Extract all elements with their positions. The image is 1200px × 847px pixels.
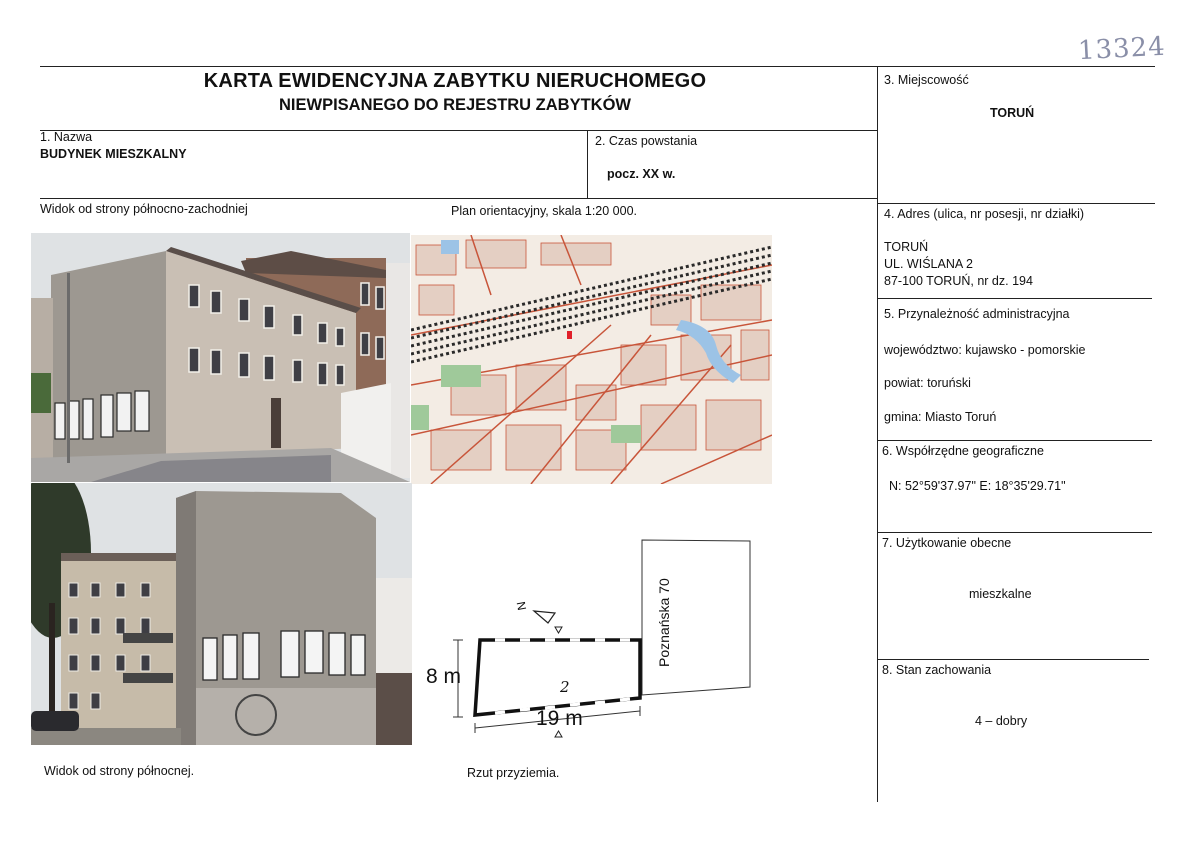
usage-label: 7. Użytkowanie obecne xyxy=(882,536,1012,550)
dim-width-label: 19 m xyxy=(536,707,583,730)
plan-caption: Rzut przyziemia. xyxy=(467,766,560,780)
page-subtitle: NIEWPISANEGO DO REJESTRU ZABYTKÓW xyxy=(278,96,632,114)
place-label: 3. Miejscowość xyxy=(884,73,969,87)
admin-county: powiat: toruński xyxy=(884,376,971,390)
map-caption: Plan orientacyjny, skala 1:20 000. xyxy=(451,204,637,218)
address-line-2: UL. WIŚLANA 2 xyxy=(884,257,973,271)
rule-before-coords xyxy=(877,440,1152,441)
neighbor-label: Poznańska 70 xyxy=(656,578,672,667)
coords-label: 6. Współrzędne geograficzne xyxy=(882,444,1044,458)
admin-label: 5. Przynależność administracyjna xyxy=(884,307,1070,321)
condition-label: 8. Stan zachowania xyxy=(882,663,992,677)
lot-number-label: 2 xyxy=(560,678,570,696)
right-col-divider xyxy=(877,66,878,802)
photo-n-caption: Widok od strony północnej. xyxy=(44,764,195,778)
page-title: KARTA EWIDENCYJNA ZABYTKU NIERUCHOMEGO xyxy=(203,70,707,92)
condition-value: 4 – dobry xyxy=(975,714,1028,728)
address-line-3: 87-100 TORUŃ, nr dz. 194 xyxy=(884,274,1033,288)
name-value: BUDYNEK MIESZKALNY xyxy=(40,147,187,161)
address-label: 4. Adres (ulica, nr posesji, nr działki) xyxy=(884,207,1085,221)
place-value: TORUŃ xyxy=(990,106,1035,120)
title-bottom-rule xyxy=(40,130,878,131)
top-rule xyxy=(40,66,1155,67)
floor-plan xyxy=(420,535,760,765)
photo-north-west xyxy=(31,233,410,482)
admin-commune: gmina: Miasto Toruń xyxy=(884,410,997,424)
rule-before-address xyxy=(877,203,1155,204)
north-label: N xyxy=(513,600,529,612)
photo-nw-caption: Widok od strony północno-zachodniej xyxy=(40,202,248,216)
row1-bottom-rule xyxy=(40,198,878,199)
date-label: 2. Czas powstania xyxy=(595,134,698,148)
coords-value: N: 52°59'37.97" E: 18°35'29.71" xyxy=(889,479,1066,493)
address-line-1: TORUŃ xyxy=(884,240,929,254)
dim-depth-label: 8 m xyxy=(426,665,462,688)
usage-value: mieszkalne xyxy=(969,587,1032,601)
rule-before-usage xyxy=(877,532,1152,533)
col-divider-1 xyxy=(587,130,588,198)
rule-before-condition xyxy=(877,659,1149,660)
photo-north xyxy=(31,483,412,745)
admin-voivodeship: województwo: kujawsko - pomorskie xyxy=(884,343,1086,357)
name-label: 1. Nazwa xyxy=(40,130,93,144)
date-value: pocz. XX w. xyxy=(607,167,676,181)
rule-before-admin xyxy=(877,298,1152,299)
archive-number: 13324 xyxy=(1077,31,1167,67)
orientation-map xyxy=(411,235,772,484)
